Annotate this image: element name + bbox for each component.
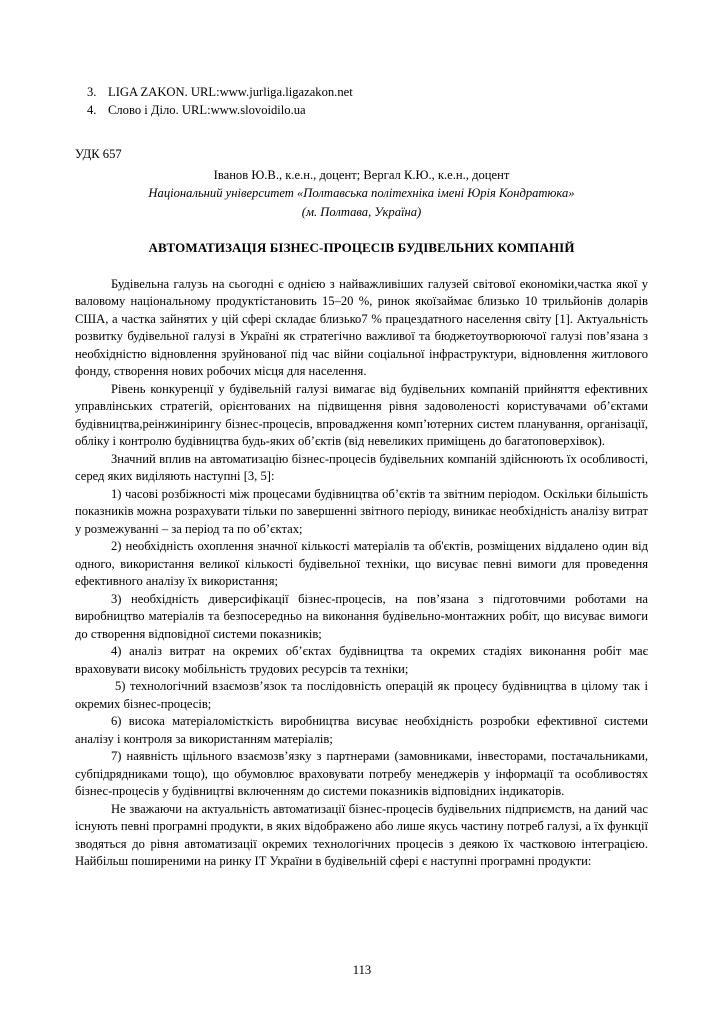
paragraph-conclusion: Не зважаючи на актуальність автоматизації бізнес-процесів будівельних підприємств, на даний час існують певні програмні продукти, в яких відображено або лише якусь частину потреб галузі, а їх функції зводяться до рівня автоматизації окремих технологічних процесів з деякою їх частковою інтеграцією. Найбільш поширеними на ринку ІТ України в будівельній сфері є наступні програмні продукти:: [75, 801, 648, 868]
article-title: АВТОМАТИЗАЦІЯ БІЗНЕС-ПРОЦЕСІВ БУДІВЕЛЬНИХ КОМПАНІЙ: [148, 240, 575, 255]
feature-item-2: 2) необхідність охоплення значної кількості матеріалів та об'єктів, розміщених віддалено один від одного, використання великої кількості будівельної техніки, що висуває певні вимоги для проведення ефективного аналізу їх використання;: [75, 539, 648, 588]
feature-item-3: 3) необхідність диверсифікації бізнес-процесів, на пов’язана з підготовчими роботами на виробництво матеріалів та безпосередньо на виконання будівельно-монтажних робіт, що висуває вимоги до створення відповідної системи показників;: [75, 591, 648, 641]
paragraph-intro: Будівельна галузь на сьогодні є однією з найважливіших галузей світової економіки,частка якої у валовому національному продуктістановить 15–20 %, ринок якоїзаймає близько 10 трильйонів доларів США, а частка зайнятих у цій сфері складає близько7 % працездатного населення світу [1]. Актуальність розвитку будівельної галузі в Україні як стратегічно важливої та бюджетоутворюючої галузі пов’язана з необхідністю відновлення зруйнованої під час війни соціальної інфраструктури, відновлення житлового фонду, створення нових робочих місця для населення.: [75, 276, 648, 378]
author-line: Іванов Ю.В., к.е.н., доцент; Вергал К.Ю., к.е.н., доцент: [213, 167, 510, 182]
feature-item-6: 6) висока матеріаломісткість виробництва висуває необхідність розробки ефективної системи аналізу і контроля за використанням матеріалів;: [75, 714, 648, 746]
reference-text: Слово і Діло. URL:www.slovoidilo.ua: [108, 102, 306, 117]
page-content-column: [75, 0, 648, 871]
feature-item-4: 4) аналіз витрат на окремих об’єктах будівництва та окремих стадіях виконання робіт має враховувати високу мобільність трудових ресурсів та техніки;: [75, 644, 648, 676]
reference-item: [75, 102, 648, 120]
reference-text: LIGA ZAKON. URL:www.jurliga.ligazakon.net: [108, 85, 353, 99]
feature-item-5: 5) технологічний взаємозв’язок та послідовність операцій як процесу будівництва в цілому так і окремих бізнес-процесів;: [75, 679, 648, 711]
reference-item: [75, 84, 648, 102]
feature-item-7: 7) наявність щільного взаємозв’язку з партнерами (замовниками, інвесторами, постачальниками, субпідрядниками тощо), що обумовлює враховувати потребу менеджерів у інформації та особливостях бізнес-процесів у будівництві включенням до системи показників відповідних індикаторів.: [75, 749, 648, 798]
affiliation-line: Національний університет «Полтавська політехніка імені Юрія Кондратюка»: [148, 186, 575, 200]
page-number: 113: [352, 963, 372, 977]
reference-list: [75, 84, 648, 119]
udk-code: УДК 657: [75, 147, 122, 161]
reference-number: 4.: [87, 102, 97, 117]
reference-number: 3.: [87, 85, 97, 99]
feature-item-1: 1) часові розбіжності між процесами будівництва об’єктів та звітним періодом. Оскільки більшість показників можна розрахувати тільки по завершенні звітного періоду, виникає необхідність аналізу витрат у розмежуванні – за період та по об’єктах;: [75, 486, 648, 536]
city-line: (м. Полтава, Україна): [301, 204, 422, 219]
paragraph-competition: Рівень конкуренції у будівельній галузі вимагає від будівельних компаній прийняття ефективних управлінських стратегій, орієнтованих на підвищення рівня задоволеності користувачами об’єктами будівництва,реінжинірингу бізнес-процесів, впровадження комп’ютерних систем планування, організації, обліку і контролю будівництва будь-яких об’єктів (від невеликих приміщень до багатоповерхівок).: [75, 381, 648, 448]
paragraph-features-lead: Значний вплив на автоматизацію бізнес-процесів будівельних компаній здійснюють їх особливості, серед яких виділяють наступні [3, 5]:: [75, 451, 648, 483]
